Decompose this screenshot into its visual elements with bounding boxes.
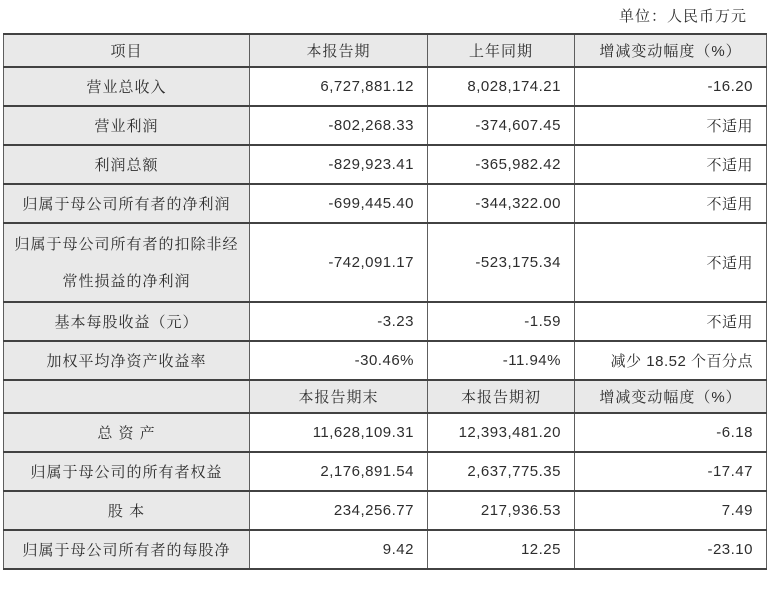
current-value: -742,091.17 <box>250 223 428 302</box>
change-value: 不适用 <box>575 223 767 302</box>
current-value: 9.42 <box>250 530 428 569</box>
current-value: -829,923.41 <box>250 145 428 184</box>
table-row <box>4 341 767 380</box>
current-value: -699,445.40 <box>250 184 428 223</box>
row-label: 加权平均净资产收益率 <box>4 341 250 380</box>
financial-summary-table <box>3 33 767 570</box>
change-value: 不适用 <box>575 302 767 341</box>
prior-value: -374,607.45 <box>428 106 575 145</box>
header-item: 项目 <box>4 34 250 67</box>
row-label: 归属于母公司所有者的净利润 <box>4 184 250 223</box>
change-value: 不适用 <box>575 145 767 184</box>
row-label: 归属于母公司所有者的扣除非经常性损益的净利润 <box>4 223 250 302</box>
table-row <box>4 184 767 223</box>
row-label: 利润总额 <box>4 145 250 184</box>
prior-value: 12,393,481.20 <box>428 413 575 452</box>
table-row <box>4 452 767 491</box>
header-current-period: 本报告期 <box>250 34 428 67</box>
table-row <box>4 530 767 569</box>
prior-value: 8,028,174.21 <box>428 67 575 106</box>
table-row <box>4 106 767 145</box>
prior-value: -344,322.00 <box>428 184 575 223</box>
header-item-empty <box>4 380 250 413</box>
prior-value: -11.94% <box>428 341 575 380</box>
prior-value: 217,936.53 <box>428 491 575 530</box>
change-value: -16.20 <box>575 67 767 106</box>
row-label: 基本每股收益（元） <box>4 302 250 341</box>
prior-value: -365,982.42 <box>428 145 575 184</box>
header-change-pct: 增减变动幅度（%） <box>575 380 767 413</box>
row-label: 股 本 <box>4 491 250 530</box>
row-label: 营业总收入 <box>4 67 250 106</box>
table-header-period <box>4 34 767 67</box>
row-label: 营业利润 <box>4 106 250 145</box>
prior-value: -523,175.34 <box>428 223 575 302</box>
prior-value: 2,637,775.35 <box>428 452 575 491</box>
current-value: 234,256.77 <box>250 491 428 530</box>
current-value: 11,628,109.31 <box>250 413 428 452</box>
table-header-balance <box>4 380 767 413</box>
row-label: 总 资 产 <box>4 413 250 452</box>
header-period-end: 本报告期末 <box>250 380 428 413</box>
current-value: 6,727,881.12 <box>250 67 428 106</box>
table-row <box>4 413 767 452</box>
change-value: -6.18 <box>575 413 767 452</box>
change-value: 不适用 <box>575 106 767 145</box>
change-value: -17.47 <box>575 452 767 491</box>
table-row <box>4 302 767 341</box>
change-value: 减少 18.52 个百分点 <box>575 341 767 380</box>
change-value: 7.49 <box>575 491 767 530</box>
row-label: 归属于母公司所有者的每股净 <box>4 530 250 569</box>
current-value: 2,176,891.54 <box>250 452 428 491</box>
current-value: -3.23 <box>250 302 428 341</box>
current-value: -30.46% <box>250 341 428 380</box>
prior-value: -1.59 <box>428 302 575 341</box>
header-period-begin: 本报告期初 <box>428 380 575 413</box>
current-value: -802,268.33 <box>250 106 428 145</box>
table-row <box>4 67 767 106</box>
table-row <box>4 491 767 530</box>
unit-label: 单位：人民币万元 <box>618 8 747 25</box>
row-label: 归属于母公司的所有者权益 <box>4 452 250 491</box>
table-row <box>4 145 767 184</box>
change-value: 不适用 <box>575 184 767 223</box>
table-row <box>4 223 767 302</box>
header-prior-period: 上年同期 <box>428 34 575 67</box>
prior-value: 12.25 <box>428 530 575 569</box>
header-change-pct: 增减变动幅度（%） <box>575 34 767 67</box>
change-value: -23.10 <box>575 530 767 569</box>
